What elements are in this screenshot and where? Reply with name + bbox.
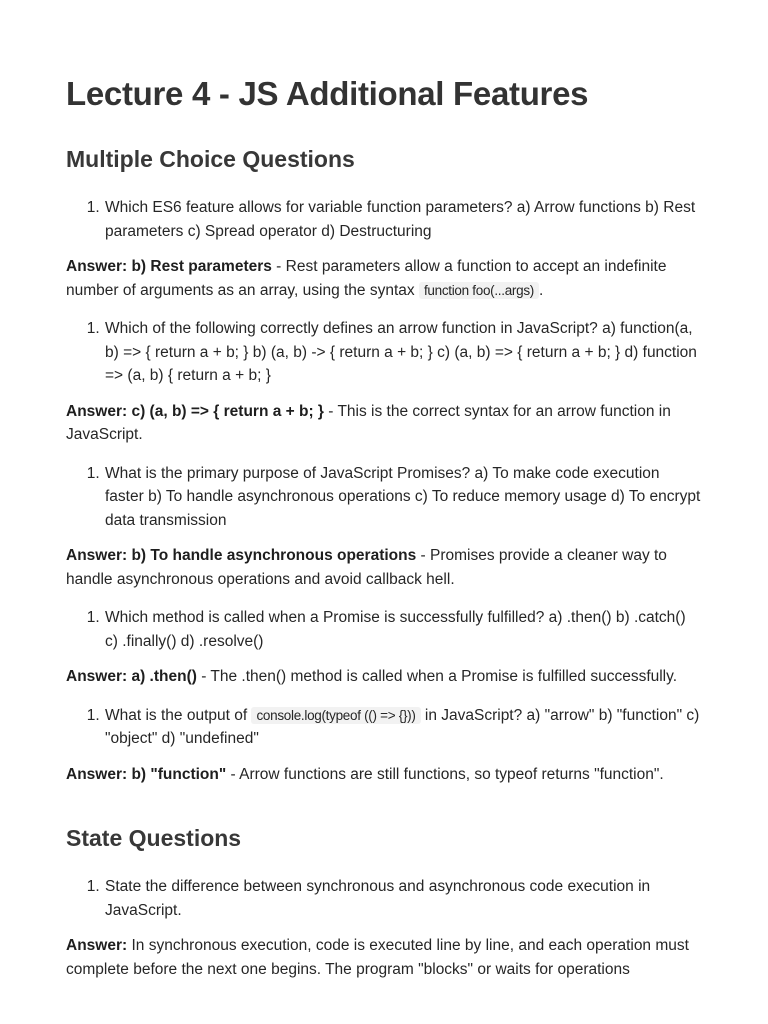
answer-label: Answer:	[66, 937, 128, 954]
answer-paragraph: Answer: c) (a, b) => { return a + b; } - This is the correct syntax for an arrow function in JavaScript.	[66, 402, 671, 443]
answer-paragraph: Answer: In synchronous execution, code is executed line by line, and each operation must complete before the next one begins. The program "blocks" or waits for operations	[66, 937, 689, 978]
question-list	[66, 196, 702, 243]
answer-label: Answer: a) .then()	[66, 668, 197, 685]
section-heading-mcq: Multiple Choice Questions	[66, 146, 355, 172]
question-item: 1. What is the primary purpose of JavaScript Promises? a) To make code execution faster b) To handle asynchronous operations c) To reduce memory usage d) To encrypt data transmission	[104, 462, 702, 533]
page-title: Lecture 4 - JS Additional Features	[66, 75, 589, 112]
question-list	[66, 875, 702, 922]
question-list	[66, 606, 702, 653]
question-item: 1. What is the output of console.log(typeof (() => {})) in JavaScript? a) "arrow" b) "function" c) "object" d) "undefined"	[104, 704, 702, 751]
answer-label: Answer: c) (a, b) => { return a + b; }	[66, 402, 324, 420]
question-item: 1. Which method is called when a Promise is successfully fulfilled? a) .then() b) .catch() c) .finally() d) .resolve()	[104, 606, 702, 653]
section-heading-state: State Questions	[66, 825, 242, 851]
answer-paragraph: Answer: b) "function" - Arrow functions are still functions, so typeof returns "function".	[66, 765, 664, 783]
question-list	[66, 462, 702, 533]
answer-label: Answer: b) "function"	[66, 765, 227, 783]
question-item: 1. State the difference between synchronous and asynchronous code execution in JavaScript.	[104, 875, 702, 922]
question-item: 1. Which ES6 feature allows for variable function parameters? a) Arrow functions b) Rest parameters c) Spread operator d) Destructuring	[104, 196, 702, 243]
question-item: 1. Which of the following correctly defines an arrow function in JavaScript? a) function(a, b) => { return a + b; } b) (a, b) -> { return a + b; } c) (a, b) => { return a + b; } d) function => (a, b) { return a + b; }	[104, 317, 702, 388]
question-list	[66, 317, 702, 388]
answer-label: Answer: b) Rest parameters	[66, 258, 272, 275]
inline-code: console.log(typeof (() => {}))	[251, 707, 420, 724]
answer-label: Answer: b) To handle asynchronous operations	[66, 547, 417, 564]
question-list	[66, 704, 702, 751]
answer-paragraph: Answer: b) To handle asynchronous operations - Promises provide a cleaner way to handle asynchronous operations and avoid callback hell.	[66, 547, 667, 588]
answer-paragraph: Answer: b) Rest parameters - Rest parameters allow a function to accept an indefinite number of arguments as an array, using the syntax function foo(...args) .	[66, 258, 667, 299]
answer-paragraph: Answer: a) .then() - The .then() method is called when a Promise is fulfilled successfully.	[66, 668, 678, 685]
inline-code: function foo(...args)	[419, 282, 539, 299]
document-page	[66, 70, 702, 996]
